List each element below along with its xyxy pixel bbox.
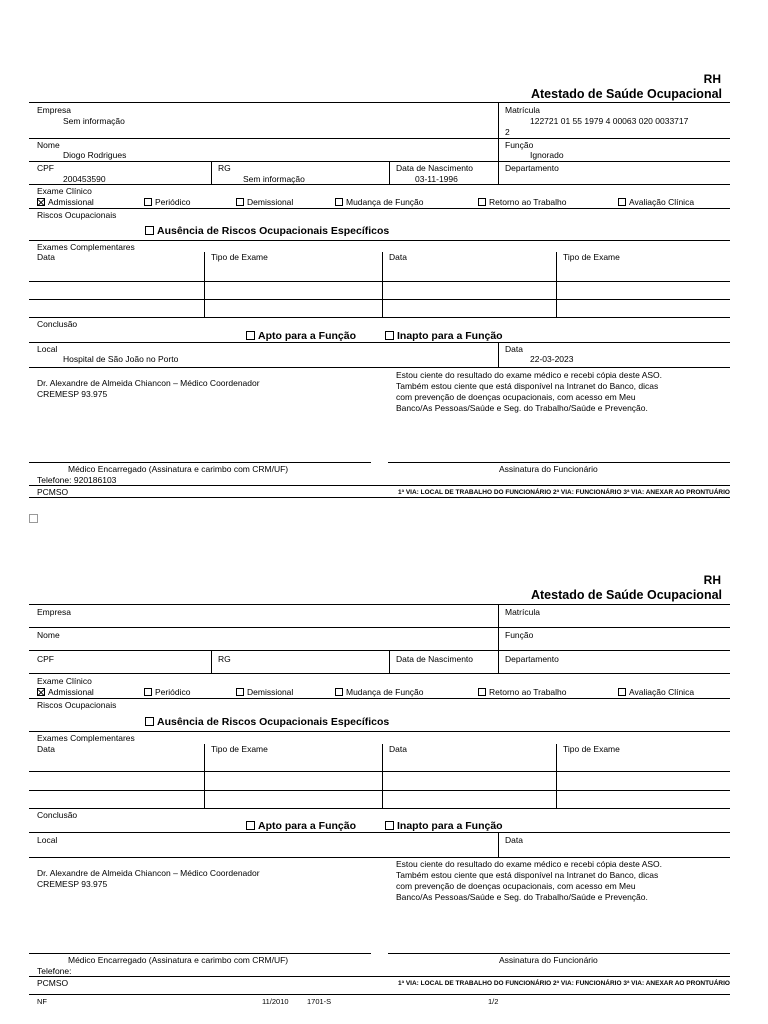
consent-text: Estou ciente do resultado do exame médico e recebi cópia deste ASO. Também estou ciente que está disponível na Intranet do Banco, dicas com prevenção de doenças ocupacionais, com acesso em Meu Banco/As Pessoas/Saúde e Seg. do Trabalho/Saúde e Prevenção.: [396, 859, 663, 902]
doctor-crm: CREMESP 93.975: [37, 879, 108, 889]
nome-value: Diogo Rodrigues: [63, 150, 127, 160]
telefone-value: Telefone: 920186103: [37, 475, 117, 485]
checkbox-icon[interactable]: [335, 198, 343, 206]
checkbox-icon[interactable]: [246, 331, 255, 340]
exam-col-tipo-2: Tipo de Exame: [563, 252, 620, 262]
doctor-name: Dr. Alexandre de Almeida Chiancon – Médico Coordenador: [37, 868, 260, 878]
rg-label: RG: [218, 654, 231, 664]
option-demissional[interactable]: Demissional: [236, 687, 293, 697]
checkbox-icon[interactable]: [335, 688, 343, 696]
checkbox-icon[interactable]: [385, 821, 394, 830]
cpf-value: 200453590: [63, 174, 106, 184]
option-ausencia-riscos[interactable]: Ausência de Riscos Ocupacionais Específicos: [145, 716, 389, 728]
option-mudanca-funcao[interactable]: Mudança de Função: [335, 197, 424, 207]
doctor-crm: CREMESP 93.975: [37, 389, 108, 399]
option-mudanca-funcao[interactable]: Mudança de Função: [335, 687, 424, 697]
conclusao-label: Conclusão: [37, 810, 78, 820]
option-inapto[interactable]: Inapto para a Função: [385, 820, 503, 832]
exames-complementares-label: Exames Complementares: [37, 242, 135, 252]
option-periodico[interactable]: Periódico: [144, 197, 190, 207]
option-avaliacao-clinica[interactable]: Avaliação Clínica: [618, 197, 694, 207]
option-apto[interactable]: Apto para a Função: [246, 330, 356, 342]
vias-text: 1ª VIA: LOCAL DE TRABALHO DO FUNCIONÁRIO 2ª VIA: FUNCIONÁRIO 3ª VIA: ANEXAR AO PRONTUÁRIO: [398, 489, 730, 496]
matricula-label: Matrícula: [505, 105, 540, 115]
form-title: Atestado de Saúde Ocupacional: [530, 87, 722, 101]
exam-col-data-2: Data: [389, 252, 407, 262]
nome-label: Nome: [37, 140, 60, 150]
checkbox-icon[interactable]: [144, 688, 152, 696]
assinatura-funcionario-label: Assinatura do Funcionário: [499, 464, 598, 474]
cpf-label: CPF: [37, 163, 54, 173]
pcmso-label: PCMSO: [37, 487, 69, 497]
exam-col-data: Data: [37, 744, 55, 754]
option-inapto[interactable]: Inapto para a Função: [385, 330, 503, 342]
matricula-value: 122721 01 55 1979 4 00063 020 0033717: [530, 116, 689, 126]
matricula-label: Matrícula: [505, 607, 540, 617]
departamento-label: Departamento: [505, 163, 559, 173]
empresa-label: Empresa: [37, 607, 72, 617]
option-retorno-trabalho[interactable]: Retorno ao Trabalho: [478, 197, 567, 207]
divider: [29, 102, 730, 103]
rg-value: Sem informação: [243, 174, 305, 184]
header-rh: RH: [703, 72, 721, 86]
funcao-value: Ignorado: [530, 150, 564, 160]
option-admissional[interactable]: Admissional: [37, 687, 94, 697]
checkbox-checked-icon[interactable]: [37, 198, 45, 206]
header-rh: RH: [703, 573, 721, 587]
nascimento-label: Data de Nascimento: [396, 654, 474, 664]
footer-nf: NF: [37, 997, 47, 1006]
telefone-label: Telefone:: [37, 966, 72, 976]
exam-col-data: Data: [37, 252, 55, 262]
exame-clinico-label: Exame Clínico: [37, 186, 92, 196]
option-periodico[interactable]: Periódico: [144, 687, 190, 697]
exam-col-tipo-2: Tipo de Exame: [563, 744, 620, 754]
checkbox-icon[interactable]: [145, 226, 154, 235]
exam-col-tipo: Tipo de Exame: [211, 744, 268, 754]
vias-text: 1ª VIA: LOCAL DE TRABALHO DO FUNCIONÁRIO 2ª VIA: FUNCIONÁRIO 3ª VIA: ANEXAR AO PRONTUÁRIO: [398, 980, 730, 987]
checkbox-icon[interactable]: [236, 198, 244, 206]
data-value: 22-03-2023: [530, 354, 574, 364]
cpf-label: CPF: [37, 654, 54, 664]
checkbox-icon[interactable]: [618, 198, 626, 206]
empresa-value: Sem informação: [63, 116, 125, 126]
form-title: Atestado de Saúde Ocupacional: [530, 588, 722, 602]
consent-text: Estou ciente do resultado do exame médico e recebi cópia deste ASO. Também estou ciente que está disponível na Intranet do Banco, dicas com prevenção de doenças ocupacionais, com acesso em Meu Banco/As Pessoas/Saúde e Seg. do Trabalho/Saúde e Prevenção.: [396, 370, 663, 413]
option-demissional[interactable]: Demissional: [236, 197, 293, 207]
local-label: Local: [37, 835, 58, 845]
nome-label: Nome: [37, 630, 60, 640]
checkbox-icon[interactable]: [478, 688, 486, 696]
option-admissional[interactable]: Admissional: [37, 197, 94, 207]
exame-clinico-label: Exame Clínico: [37, 676, 92, 686]
footer-code: 1701-S: [307, 997, 332, 1006]
footer-page: 1/2: [488, 997, 499, 1006]
assinatura-funcionario-label: Assinatura do Funcionário: [499, 955, 598, 965]
option-ausencia-riscos[interactable]: Ausência de Riscos Ocupacionais Específicos: [145, 225, 389, 237]
aso-form-copy-2: [0, 490, 768, 1002]
local-value: Hospital de São João no Porto: [63, 354, 179, 364]
medico-encarregado-label: Médico Encarregado (Assinatura e carimbo com CRM/UF): [68, 464, 289, 474]
checkbox-icon[interactable]: [478, 198, 486, 206]
conclusao-label: Conclusão: [37, 319, 78, 329]
data-label: Data: [505, 344, 523, 354]
exam-col-data-2: Data: [389, 744, 407, 754]
checkbox-icon[interactable]: [246, 821, 255, 830]
checkbox-icon[interactable]: [145, 717, 154, 726]
option-avaliacao-clinica[interactable]: Avaliação Clínica: [618, 687, 694, 697]
funcao-label: Função: [505, 140, 534, 150]
checkbox-icon[interactable]: [385, 331, 394, 340]
rg-label: RG: [218, 163, 231, 173]
riscos-label: Riscos Ocupacionais: [37, 210, 117, 220]
doctor-name: Dr. Alexandre de Almeida Chiancon – Médico Coordenador: [37, 378, 260, 388]
exames-complementares-label: Exames Complementares: [37, 733, 135, 743]
checkbox-icon[interactable]: [618, 688, 626, 696]
nascimento-value: 03-11-1996: [415, 174, 458, 184]
riscos-label: Riscos Ocupacionais: [37, 700, 117, 710]
checkbox-icon[interactable]: [144, 198, 152, 206]
funcao-label: Função: [505, 630, 534, 640]
local-label: Local: [37, 344, 58, 354]
departamento-label: Departamento: [505, 654, 559, 664]
checkbox-icon[interactable]: [236, 688, 244, 696]
matricula-value-cont: 2: [505, 127, 510, 137]
empresa-label: Empresa: [37, 105, 72, 115]
option-apto[interactable]: Apto para a Função: [246, 820, 356, 832]
pcmso-label: PCMSO: [37, 978, 69, 988]
checkbox-checked-icon[interactable]: [37, 688, 45, 696]
option-retorno-trabalho[interactable]: Retorno ao Trabalho: [478, 687, 567, 697]
medico-encarregado-label: Médico Encarregado (Assinatura e carimbo com CRM/UF): [68, 955, 289, 965]
footer-date: 11/2010: [262, 997, 289, 1006]
data-label: Data: [505, 835, 523, 845]
nascimento-label: Data de Nascimento: [396, 163, 474, 173]
exam-col-tipo: Tipo de Exame: [211, 252, 268, 262]
